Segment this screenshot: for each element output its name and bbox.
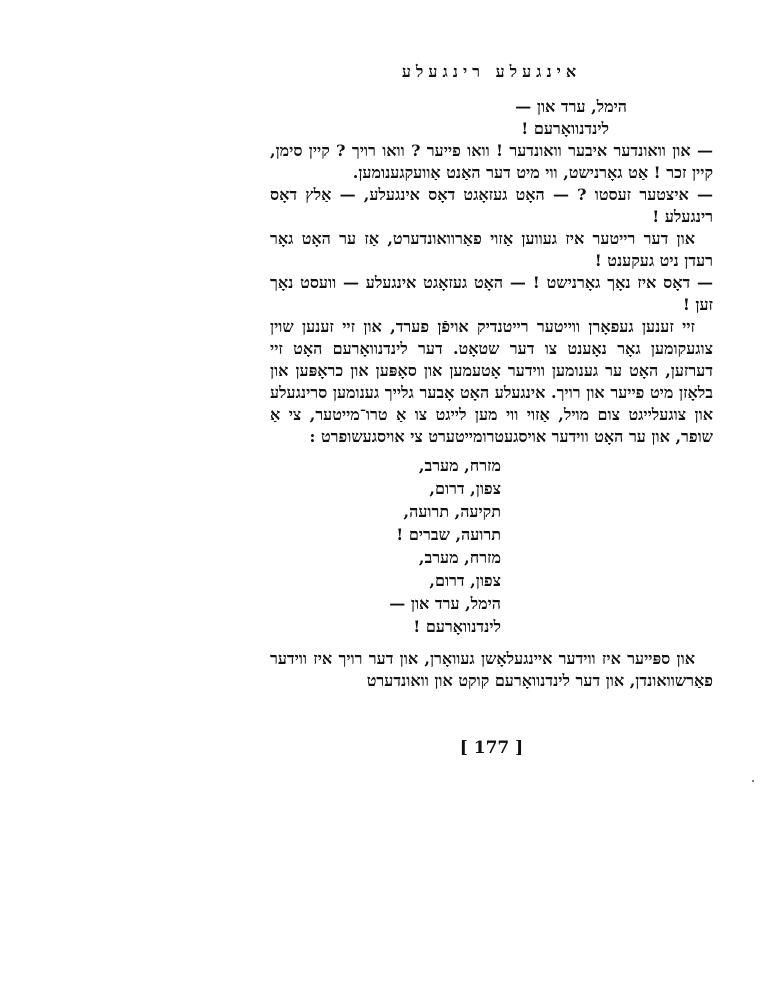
poem-line: הימל, ערד און — (389, 594, 501, 613)
body-text (270, 96, 713, 692)
running-header: אינגעלע רינגעלע (401, 62, 582, 81)
closing-paragraph: און ספּייער איז ווידער איינגעלאָשן געוואָרן, און דער רויך איז ווידער פאַרשוואונדן, און דער לינדנוואָרעם קוקט און וואונדערט (270, 649, 713, 690)
opening-line-2: לינדנוואָרעם ! (521, 119, 609, 138)
paragraph-5: זיי זענען געפאָרן ווייטער רייטנדיק אויפֿן פערד, און זיי זענען שוין צוגעקומען גאָר נאָענט צו דער שטאָט. דער לינדנוואָרעם האָט זיי דערזען, האָט ער גענומען ווידער אָטעמען און סאָפּען און כראָפּען און בלאָזן מיט פייער און רויך. אינגעלע האָט אָבער גלייך גענומען סרינגעלע און צוגעלייגט צום מויל, אַזוי ווי מען לייגט צו אַ טרו־מייטער, צי אַ שופר, און ער האָט ווידער אויסגעטרומייטערט צי אויסגעשופרט : (270, 317, 714, 446)
poem-line: תרועה, שברים ! (396, 525, 501, 544)
page-number: [ 177 ] (459, 738, 524, 758)
poem-line: מזרח, מערב, (418, 548, 501, 567)
paragraph-2: — איצטער זעסטו ? — האָט געזאָגט דאָס אינגעלע, — אַלץ דאָס רינגעלע ! (270, 185, 713, 226)
poem-stanza (270, 454, 713, 638)
paragraph-3: און דער רייטער איז געווען אַזוי פאַרוואונדערט, אַז ער האָט גאָר רעדן ניט געקענט ! (270, 229, 713, 270)
poem-line: צפון, דרום, (429, 479, 501, 498)
opening-line-1: הימל, ערד און — (515, 97, 627, 116)
poem-line: לינדנוואָרעם ! (413, 617, 501, 636)
paragraph-4: — דאָס איז נאָך גאָרנישט ! — האָט געזאָגט אינגעלע — וועסט נאָך זען ! (270, 273, 713, 314)
poem-line: צפון, דרום, (429, 571, 501, 590)
poem-line: תקיעה, תרועה, (403, 502, 501, 521)
paragraph-1: — און וואונדער איבער וואונדער ! וואו פייער ? וואו רויך ? קיין סימן, קיין זכר ! אַט גאָרנישט, ווי מיט דער האַנט אַוועקגענומען. (270, 141, 713, 182)
poem-line: מזרח, מערב, (418, 456, 501, 475)
scan-speck (752, 780, 754, 782)
